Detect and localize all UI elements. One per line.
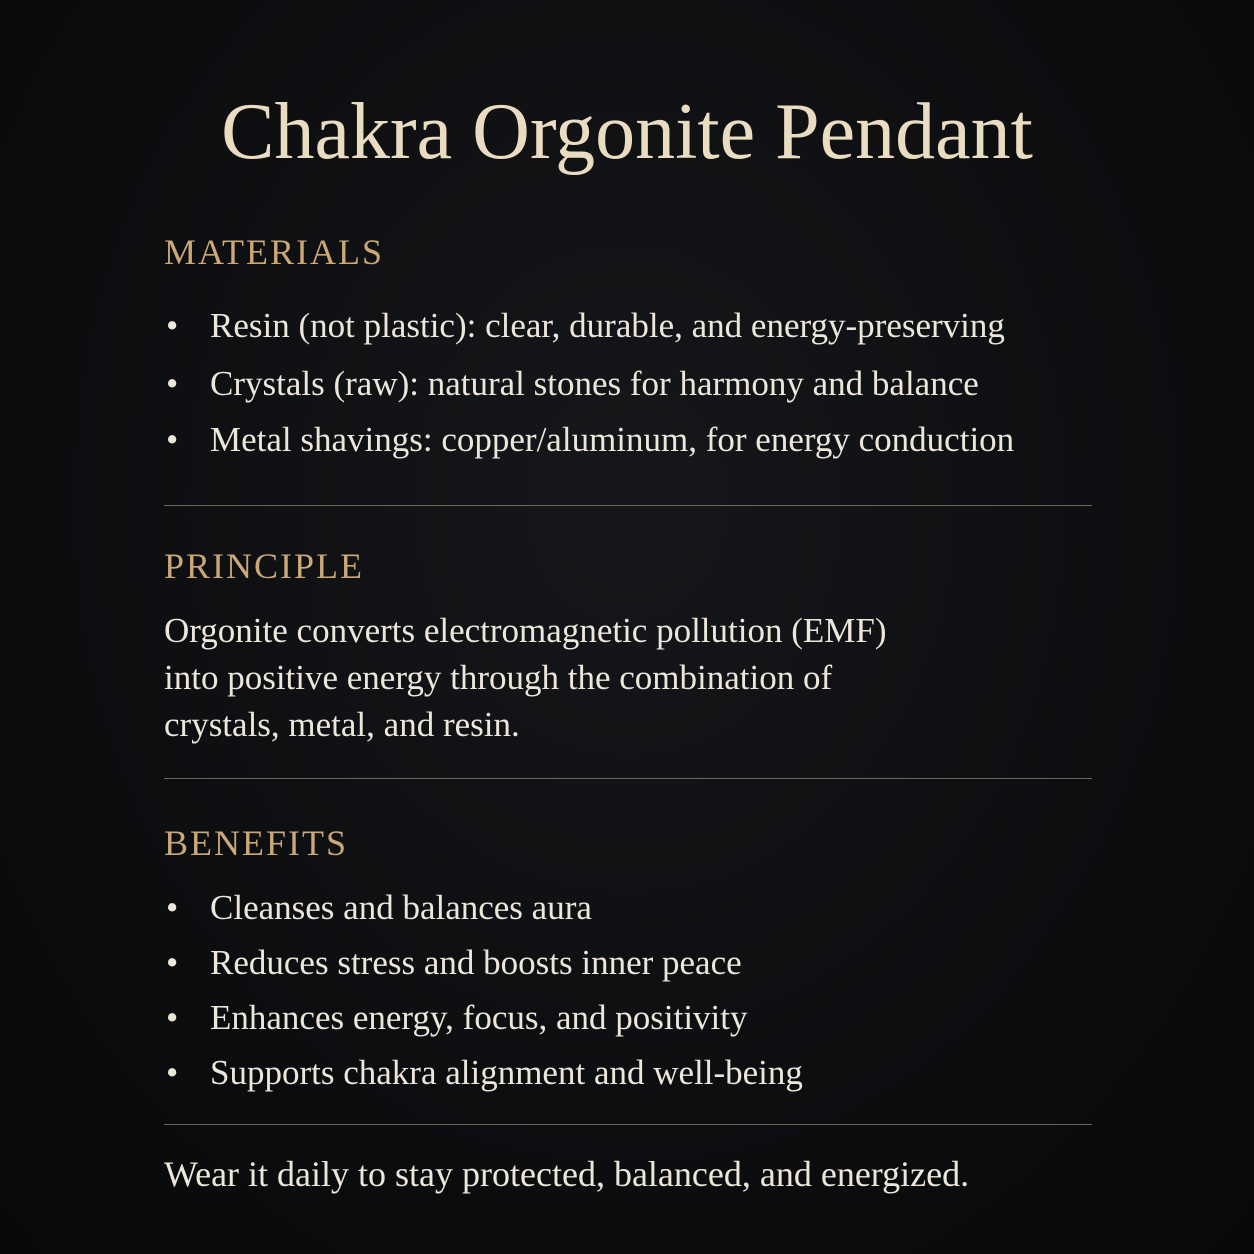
materials-item-crystals: Crystals (raw): natural stones for harmony and balance xyxy=(210,364,979,403)
bullet-icon: • xyxy=(166,998,179,1037)
benefits-heading: BENEFITS xyxy=(164,823,349,863)
materials-heading: MATERIALS xyxy=(164,232,385,272)
bullet-icon: • xyxy=(166,1053,179,1092)
list-item xyxy=(164,302,1005,350)
benefits-item-stress: Reduces stress and boosts inner peace xyxy=(210,943,742,982)
bullet-icon: • xyxy=(166,306,179,345)
list-item xyxy=(164,1049,803,1097)
principle-line: Orgonite converts electromagnetic pollution (EMF) xyxy=(164,611,887,650)
bullet-icon: • xyxy=(166,420,179,459)
section-divider xyxy=(164,505,1092,506)
materials-item-metal: Metal shavings: copper/aluminum, for energy conduction xyxy=(210,420,1015,459)
list-item xyxy=(164,360,979,408)
list-item xyxy=(164,884,592,932)
principle-line: into positive energy through the combination of xyxy=(164,658,833,697)
list-item xyxy=(164,416,1014,464)
section-divider xyxy=(164,778,1092,779)
principle-heading: PRINCIPLE xyxy=(164,546,365,586)
list-item xyxy=(164,994,748,1042)
benefits-item-aura: Cleanses and balances aura xyxy=(210,888,592,927)
principle-line: crystals, metal, and resin. xyxy=(164,705,520,744)
benefits-item-chakra: Supports chakra alignment and well-being xyxy=(210,1053,803,1092)
principle-text xyxy=(164,607,984,748)
section-divider xyxy=(164,1124,1092,1125)
bullet-icon: • xyxy=(166,943,179,982)
bullet-icon: • xyxy=(166,364,179,403)
footer-tagline: Wear it daily to stay protected, balanced, and energized. xyxy=(164,1154,970,1194)
materials-item-resin: Resin (not plastic): clear, durable, and energy-preserving xyxy=(210,306,1005,345)
benefits-item-energy: Enhances energy, focus, and positivity xyxy=(210,998,748,1037)
page-title: Chakra Orgonite Pendant xyxy=(221,88,1033,176)
bullet-icon: • xyxy=(166,888,179,927)
list-item xyxy=(164,939,742,987)
